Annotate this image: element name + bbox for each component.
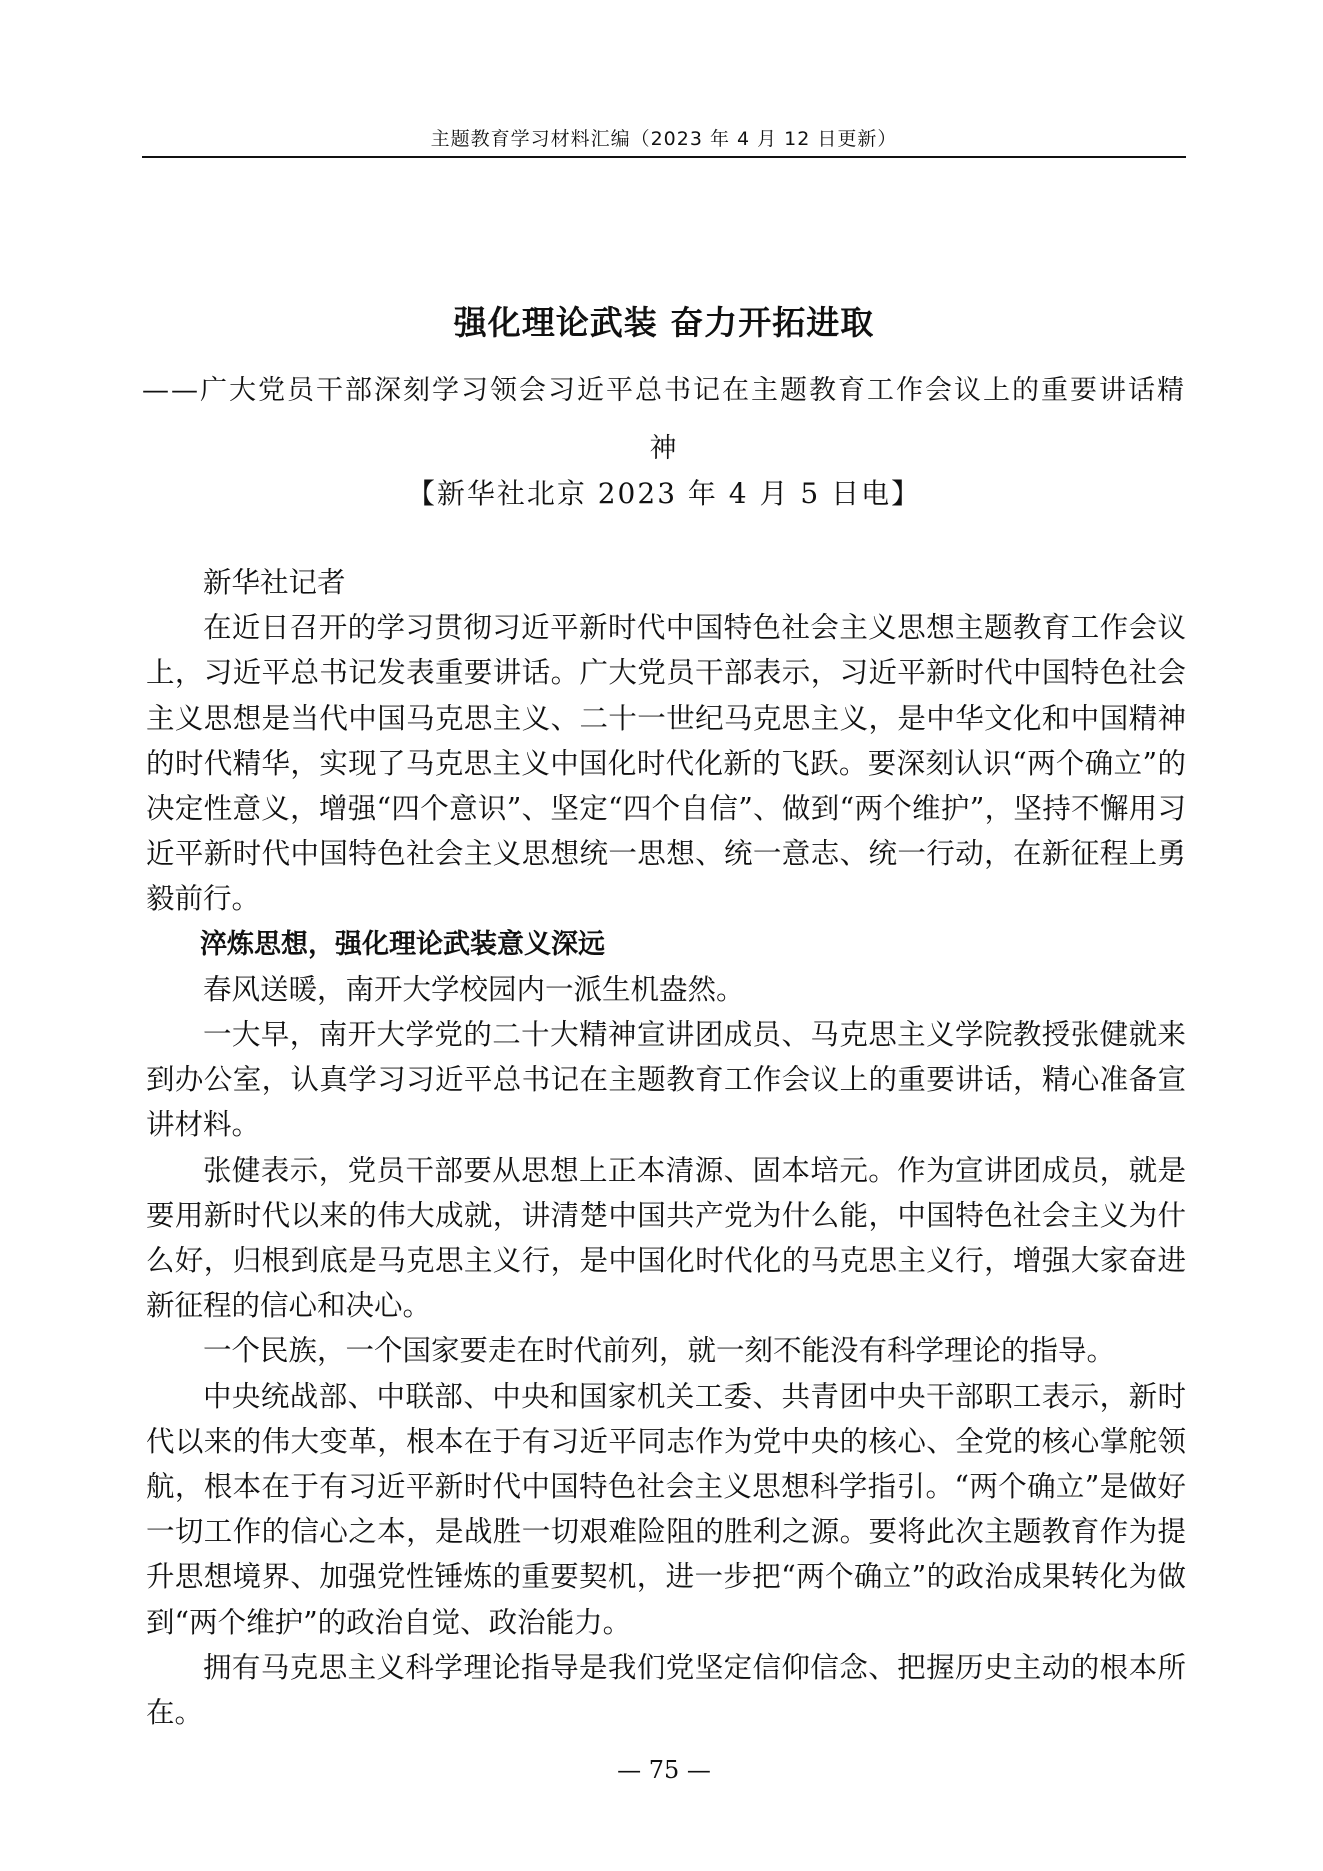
article-dateline: 【新华社北京 2023 年 4 月 5 日电】 — [406, 477, 922, 510]
body-paragraph: 春风送暖，南开大学校园内一派生机盎然。 — [203, 972, 745, 1006]
byline-paragraph: 新华社记者 — [203, 566, 346, 599]
article-body — [146, 560, 1186, 1735]
body-paragraph: 在近日召开的学习贯彻习近平新时代中国特色社会主义思想主题教育工作会议上，习近平总书记发表重要讲话。广大党员干部表示，习近平新时代中国特色社会主义思想是当代中国马克思主义、二十一世纪马克思主义，是中华文化和中国精神的时代精华，实现了马克思主义中国化时代化新的飞跃。要深刻认识“两个确立”的决定性意义，增强“四个意识”、坚定“四个自信”、做到“两个维护”，坚持不懈用习近平新时代中国特色社会主义思想统一思想、统一意志、统一行动，在新征程上勇毅前行。 — [146, 611, 1186, 916]
body-paragraph: 一个民族，一个国家要走在时代前列，就一刻不能没有科学理论的指导。 — [203, 1334, 1116, 1368]
header-divider — [142, 156, 1186, 158]
running-header: 主题教育学习材料汇编（2023 年 4 月 12 日更新） — [430, 128, 898, 150]
section-heading: 淬炼思想，强化理论武装意义深远 — [200, 928, 605, 960]
article-subtitle: ——广大党员干部深刻学习领会习近平总书记在主题教育工作会议上的重要讲话精神 — [142, 375, 1186, 464]
body-paragraph: 一大早，南开大学党的二十大精神宣讲团成员、马克思主义学院教授张健就来到办公室，认真学习习近平总书记在主题教育工作会议上的重要讲话，精心准备宣讲材料。 — [146, 1018, 1186, 1142]
page-number: — 75 — — [617, 1756, 711, 1784]
body-paragraph: 拥有马克思主义科学理论指导是我们党坚定信仰信念、把握历史主动的根本所在。 — [146, 1650, 1186, 1730]
body-paragraph: 中央统战部、中联部、中央和国家机关工委、共青团中央干部职工表示，新时代以来的伟大变革，根本在于有习近平同志作为党中央的核心、全党的核心掌舵领航，根本在于有习近平新时代中国特色社会主义思想科学指引。“两个确立”是做好一切工作的信心之本，是战胜一切艰难险阻的胜利之源。要将此次主题教育作为提升思想境界、加强党性锤炼的重要契机，进一步把“两个确立”的政治成果转化为做到“两个维护”的政治自觉、政治能力。 — [146, 1379, 1186, 1639]
article-title: 强化理论武装 奋力开拓进取 — [453, 303, 875, 342]
body-paragraph: 张健表示，党员干部要从思想上正本清源、固本培元。作为宣讲团成员，就是要用新时代以来的伟大成就，讲清楚中国共产党为什么能，中国特色社会主义为什么好，归根到底是马克思主义行，是中国化时代化的马克思主义行，增强大家奋进新征程的信心和决心。 — [146, 1153, 1186, 1323]
